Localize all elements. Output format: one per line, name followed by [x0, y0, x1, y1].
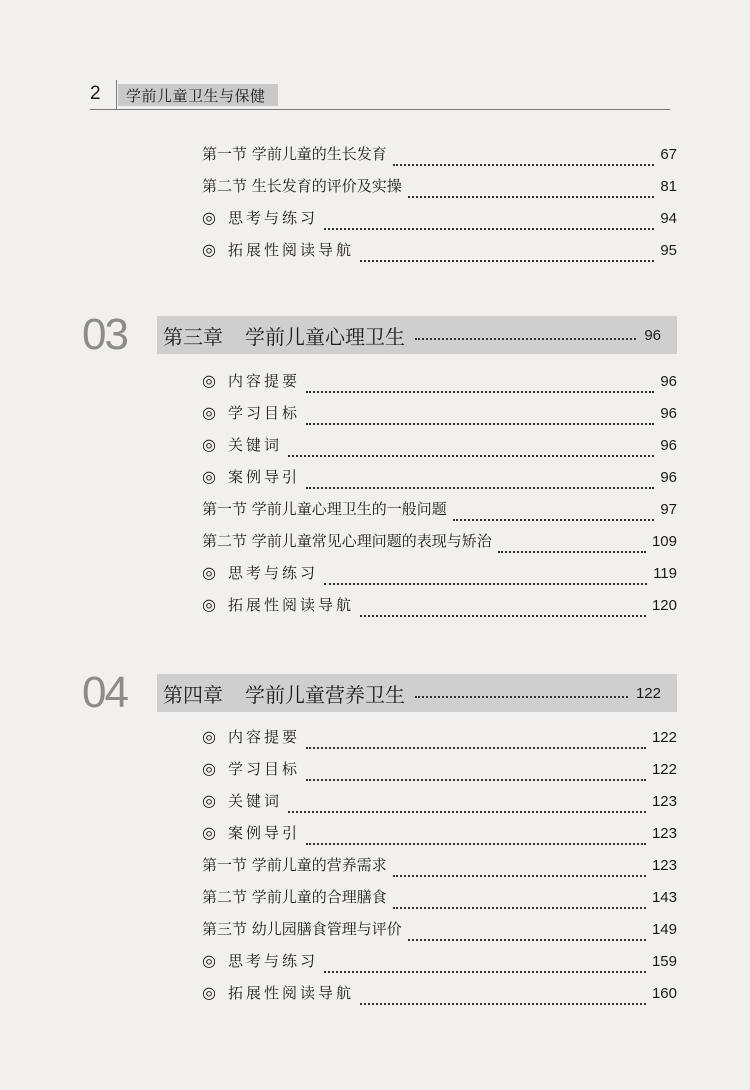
toc-entry-page: 94	[660, 210, 677, 227]
dot-leader	[306, 487, 654, 489]
toc-entry-page: 95	[660, 242, 677, 259]
book-title: 学前儿童卫生与保健	[126, 87, 266, 105]
dot-leader	[498, 551, 646, 553]
dot-leader	[393, 875, 646, 877]
dot-leader	[360, 615, 646, 617]
toc-entry-label: 第二节 学前儿童常见心理问题的表现与矫治	[202, 532, 492, 550]
running-header	[0, 80, 750, 114]
toc-entry[interactable]	[202, 950, 677, 976]
toc-entry-label: 拓展性阅读导航	[228, 596, 355, 614]
chapter-4-page: 122	[635, 684, 661, 702]
bullet-circle-icon: ◎	[202, 403, 216, 422]
toc-entry-page: 122	[651, 761, 677, 778]
toc-entry-page: 67	[660, 146, 677, 163]
chapter-3-heading[interactable]	[157, 316, 677, 354]
dot-leader	[306, 747, 646, 749]
toc-entry-page: 119	[653, 565, 677, 582]
toc-entry-page: 96	[660, 373, 677, 390]
dot-leader	[306, 423, 654, 425]
toc-entry-label: 第二节 学前儿童的合理膳食	[202, 888, 387, 906]
page-number: 2	[90, 83, 101, 104]
bullet-circle-icon: ◎	[202, 467, 216, 486]
toc-entry-label: 第一节 学前儿童的生长发育	[202, 145, 387, 163]
bullet-circle-icon: ◎	[202, 791, 216, 810]
toc-entry-label: 关键词	[228, 792, 283, 810]
dot-leader	[324, 228, 654, 230]
dot-leader	[288, 455, 654, 457]
toc-entry-page: 96	[660, 469, 677, 486]
bullet-circle-icon: ◎	[202, 727, 216, 746]
toc-entry-label: 拓展性阅读导航	[228, 984, 355, 1002]
chapter-3-number: 03	[82, 310, 127, 359]
dot-leader	[288, 811, 646, 813]
toc-entry-label: 第三节 幼儿园膳食管理与评价	[202, 920, 402, 938]
chapter-3-page: 96	[644, 326, 661, 344]
toc-entry-page: 96	[660, 437, 677, 454]
toc-entry-label: 拓展性阅读导航	[228, 241, 355, 259]
toc-entry[interactable]	[202, 175, 677, 201]
dot-leader	[324, 971, 646, 973]
toc-entry[interactable]	[202, 239, 677, 265]
toc-entry-page: 122	[651, 729, 677, 746]
header-divider	[116, 80, 117, 110]
dot-leader	[360, 1003, 646, 1005]
toc-entry-page: 123	[651, 793, 677, 810]
bullet-circle-icon: ◎	[202, 563, 216, 582]
toc-entry[interactable]	[202, 594, 677, 620]
toc-entry[interactable]	[202, 982, 677, 1008]
bullet-circle-icon: ◎	[202, 823, 216, 842]
toc-entry-label: 第一节 学前儿童的营养需求	[202, 856, 387, 874]
toc-entry-page: 160	[651, 985, 677, 1002]
toc-entry-label: 案例导引	[228, 824, 301, 842]
bullet-circle-icon: ◎	[202, 983, 216, 1002]
toc-entry[interactable]	[202, 466, 677, 492]
chapter-4-title: 学前儿童营养卫生	[245, 682, 405, 707]
toc-entry-label: 思考与练习	[228, 952, 319, 970]
toc-entry-label: 学习目标	[228, 404, 301, 422]
toc-entry-label: 思考与练习	[228, 564, 319, 582]
toc-entry[interactable]	[202, 918, 677, 944]
toc-entry[interactable]	[202, 434, 677, 460]
toc-entry-label: 思考与练习	[228, 209, 319, 227]
dot-leader	[415, 338, 636, 340]
chapter-4-label: 第四章	[163, 682, 223, 707]
toc-entry[interactable]	[202, 758, 677, 784]
toc-entry[interactable]	[202, 562, 677, 588]
toc-entry-page: 143	[651, 889, 677, 906]
dot-leader	[393, 907, 646, 909]
toc-entry[interactable]	[202, 726, 677, 752]
toc-entry[interactable]	[202, 854, 677, 880]
dot-leader	[306, 779, 646, 781]
toc-entry[interactable]	[202, 143, 677, 169]
toc-entry[interactable]	[202, 886, 677, 912]
chapter-3-title: 学前儿童心理卫生	[245, 324, 405, 349]
bullet-circle-icon: ◎	[202, 595, 216, 614]
bullet-circle-icon: ◎	[202, 240, 216, 259]
dot-leader	[393, 164, 655, 166]
toc-entry-label: 关键词	[228, 436, 283, 454]
bullet-circle-icon: ◎	[202, 371, 216, 390]
dot-leader	[408, 939, 646, 941]
toc-entry[interactable]	[202, 790, 677, 816]
dot-leader	[415, 696, 628, 698]
dot-leader	[360, 260, 654, 262]
toc-entry-label: 第二节 生长发育的评价及实操	[202, 177, 402, 195]
chapter-3-label: 第三章	[163, 324, 223, 349]
bullet-circle-icon: ◎	[202, 951, 216, 970]
toc-entry[interactable]	[202, 370, 677, 396]
toc-entry-page: 81	[660, 178, 677, 195]
dot-leader	[453, 519, 655, 521]
toc-entry-page: 123	[651, 857, 677, 874]
toc-entry[interactable]	[202, 498, 677, 524]
toc-entry-label: 内容提要	[228, 372, 301, 390]
chapter-4-heading[interactable]	[157, 674, 677, 712]
toc-entry-page: 123	[651, 825, 677, 842]
dot-leader	[408, 196, 655, 198]
toc-entry-label: 第一节 学前儿童心理卫生的一般问题	[202, 500, 447, 518]
bullet-circle-icon: ◎	[202, 759, 216, 778]
toc-entry-page: 120	[651, 597, 677, 614]
dot-leader	[306, 391, 654, 393]
toc-entry-label: 内容提要	[228, 728, 301, 746]
dot-leader	[306, 843, 646, 845]
toc-entry[interactable]	[202, 530, 677, 556]
header-rule	[90, 109, 670, 110]
bullet-circle-icon: ◎	[202, 435, 216, 454]
bullet-circle-icon: ◎	[202, 208, 216, 227]
toc-entry-label: 案例导引	[228, 468, 301, 486]
toc-entry[interactable]	[202, 822, 677, 848]
toc-entry-page: 96	[660, 405, 677, 422]
toc-entry[interactable]	[202, 402, 677, 428]
toc-entry-page: 149	[651, 921, 677, 938]
dot-leader	[324, 583, 647, 585]
toc-entry-page: 159	[651, 953, 677, 970]
toc-entry-page: 109	[651, 533, 677, 550]
chapter-4-number: 04	[82, 668, 127, 717]
toc-entry-page: 97	[660, 501, 677, 518]
toc-entry[interactable]	[202, 207, 677, 233]
toc-entry-label: 学习目标	[228, 760, 301, 778]
